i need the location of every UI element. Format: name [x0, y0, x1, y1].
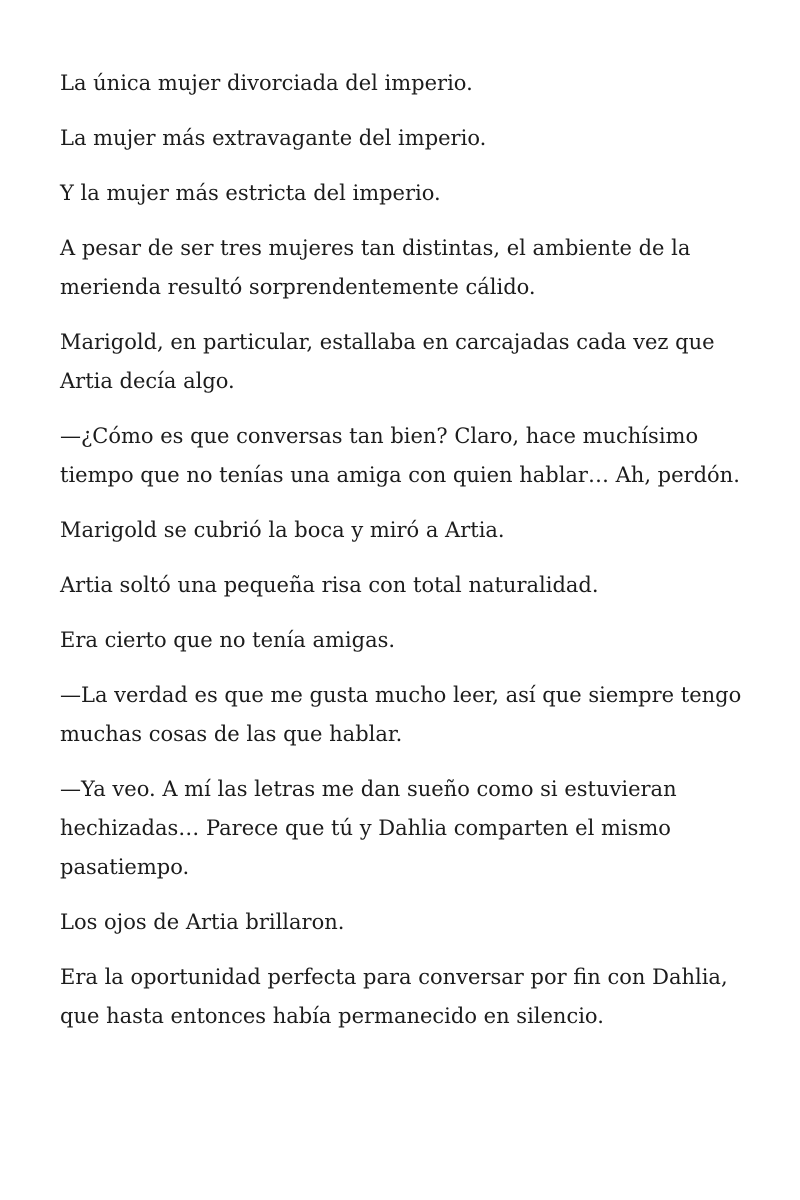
paragraph: Marigold se cubrió la boca y miró a Artia. [60, 518, 505, 542]
paragraph: Era la oportunidad perfecta para conversar por fin con Dahlia, que hasta entonces había permanecido en silencio. [60, 965, 728, 1028]
paragraph: —La verdad es que me gusta mucho leer, así que siempre tengo muchas cosas de las que hablar. [60, 683, 742, 746]
paragraph: —Ya veo. A mí las letras me dan sueño como si estuvieran hechizadas… Parece que tú y Dahlia comparten el mismo pasatiempo. [60, 777, 677, 879]
paragraph: Artia soltó una pequeña risa con total naturalidad. [60, 573, 599, 597]
paragraph: Los ojos de Artia brillaron. [60, 910, 345, 934]
paragraph: Era cierto que no tenía amigas. [60, 628, 396, 652]
paragraph: Marigold, en particular, estallaba en carcajadas cada vez que Artia decía algo. [60, 330, 715, 393]
paragraph: A pesar de ser tres mujeres tan distintas, el ambiente de la merienda resultó sorprendentemente cálido. [60, 236, 691, 299]
paragraph: La mujer más extravagante del imperio. [60, 126, 487, 150]
paragraph: La única mujer divorciada del imperio. [60, 71, 473, 95]
reading-page [60, 64, 750, 1052]
paragraph: —¿Cómo es que conversas tan bien? Claro, hace muchísimo tiempo que no tenías una amiga con quien hablar… Ah, perdón. [60, 424, 740, 487]
paragraph: Y la mujer más estricta del imperio. [60, 181, 441, 205]
